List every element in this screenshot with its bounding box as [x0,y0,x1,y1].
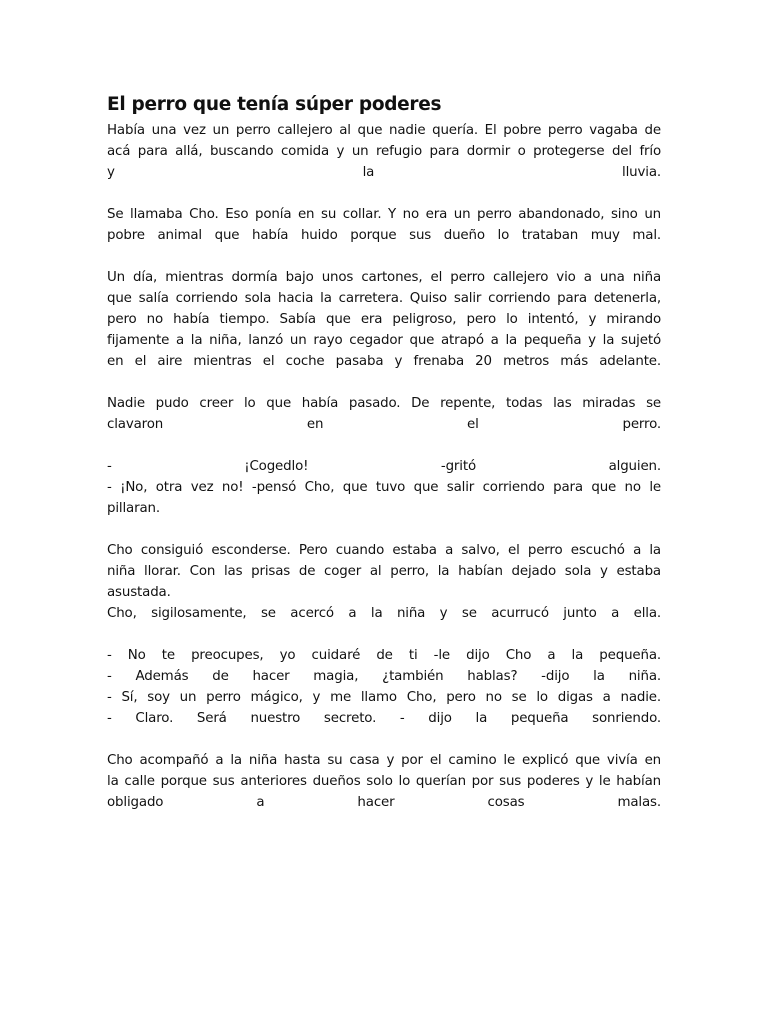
text-line: - Además de hacer magia, ¿también hablas? -dijo la niña. [107,669,661,684]
paragraph-4 [107,393,661,435]
paragraph-3 [107,267,661,372]
text-line: Cho consiguió esconderse. Pero cuando estaba a salvo, el perro escuchó a la [107,543,661,558]
paragraph-gap [107,729,661,750]
text-line: la calle porque sus anteriores dueños solo lo querían por sus poderes y le habían [107,774,661,789]
paragraph-gap [107,372,661,393]
paragraph-5 [107,456,661,519]
text-line: fijamente a la niña, lanzó un rayo cegador que atrapó a la pequeña y la sujetó [107,333,661,348]
text-line: Cho acompañó a la niña hasta su casa y por el camino le explicó que vivía en [107,753,661,768]
paragraph-gap [107,435,661,456]
paragraph-7 [107,645,661,729]
text-line: asustada. [107,585,171,600]
text-line: - ¡Cogedlo! -gritó alguien. [107,459,661,474]
text-line: y la lluvia. [107,165,661,180]
text-line: - Sí, soy un perro mágico, y me llamo Cho, pero no se lo digas a nadie. [107,690,661,705]
paragraph-6 [107,540,661,624]
document-title: El perro que tenía súper poderes [107,94,442,115]
paragraph-1 [107,120,661,183]
paragraph-gap [107,624,661,645]
paragraph-8 [107,750,661,813]
text-line: Se llamaba Cho. Eso ponía en su collar. Y no era un perro abandonado, sino un [107,207,661,222]
text-line: Había una vez un perro callejero al que nadie quería. El pobre perro vagaba de [107,123,661,138]
text-line: pero no había tiempo. Sabía que era peligroso, pero lo intentó, y mirando [107,312,661,327]
paragraph-2 [107,204,661,246]
paragraph-gap [107,183,661,204]
text-line: pillaran. [107,501,160,516]
text-line: obligado a hacer cosas malas. [107,795,661,810]
text-line: Un día, mientras dormía bajo unos cartones, el perro callejero vio a una niña [107,270,661,285]
text-line: - ¡No, otra vez no! -pensó Cho, que tuvo que salir corriendo para que no le [107,480,661,495]
paragraph-gap [107,519,661,540]
text-line: - No te preocupes, yo cuidaré de ti -le dijo Cho a la pequeña. [107,648,661,663]
text-line: que salía corriendo sola hacia la carretera. Quiso salir corriendo para detenerla, [107,291,661,306]
text-line: - Claro. Será nuestro secreto. - dijo la pequeña sonriendo. [107,711,661,726]
text-line: clavaron en el perro. [107,417,661,432]
document-page [107,92,661,813]
text-line: Nadie pudo creer lo que había pasado. De repente, todas las miradas se [107,396,661,411]
paragraph-gap [107,246,661,267]
text-line: pobre animal que había huido porque sus dueño lo trataban muy mal. [107,228,661,243]
text-line: niña llorar. Con las prisas de coger al perro, la habían dejado sola y estaba [107,564,661,579]
text-line: en el aire mientras el coche pasaba y frenaba 20 metros más adelante. [107,354,661,369]
text-line: acá para allá, buscando comida y un refugio para dormir o protegerse del frío [107,144,661,159]
text-line: Cho, sigilosamente, se acercó a la niña y se acurrucó junto a ella. [107,606,661,621]
